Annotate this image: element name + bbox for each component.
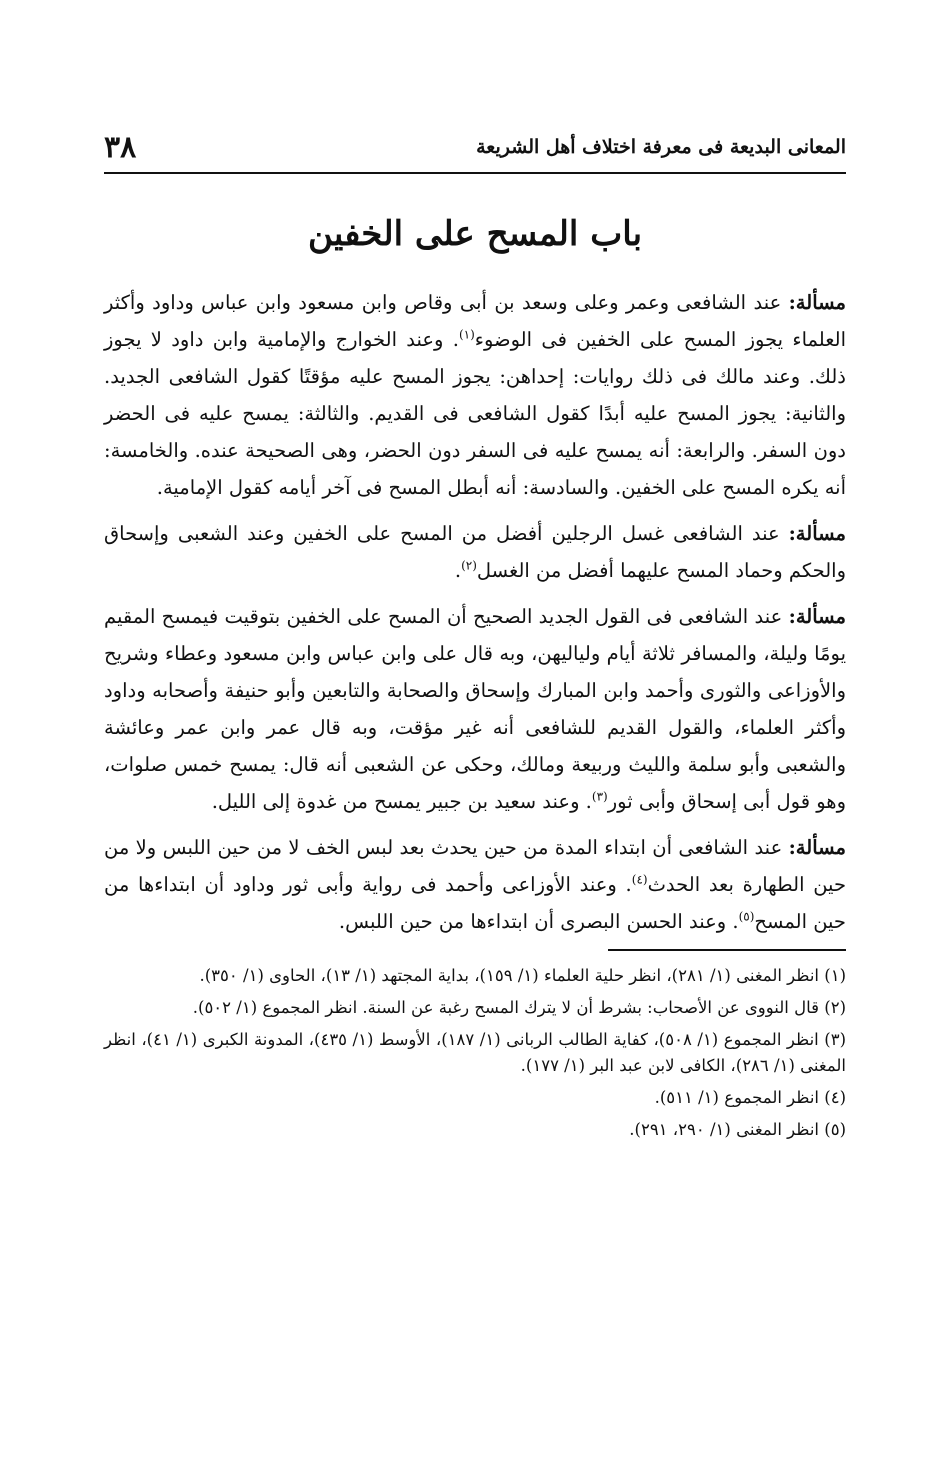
footnote: (٢) قال النووى عن الأصحاب: بشرط أن لا يترك المسح رغبة عن السنة. انظر المجموع (١/ ٥٠٢). [192, 998, 846, 1017]
issue-paragraph [104, 829, 846, 940]
issue-text: . وعند سعيد بن جبير يمسح من غدوة إلى الليل. [211, 790, 592, 813]
footnote-divider [608, 949, 846, 951]
footnote: (١) انظر المغنى (١/ ٢٨١)، انظر حلية العلماء (١/ ١٥٩)، بداية المجتهد (١/ ١٣)، الحاوى (١/ ٣٥٠). [199, 966, 846, 985]
issue-label: مسألة: [788, 522, 846, 545]
running-header [104, 128, 846, 174]
footnote: (٣) انظر المجموع (١/ ٥٠٨)، كفاية الطالب الربانى (١/ ١٨٧)، الأوسط (١/ ٤٣٥)، المدونة الكبرى (١/ ٤١)، انظر المغنى (١/ ٢٨٦)، الكافى لابن عبد البر (١/ ١٧٧). [104, 1030, 847, 1075]
issue-paragraph [104, 284, 846, 506]
footnote-reference: (٤) [631, 872, 648, 887]
issue-label: مسألة: [788, 836, 846, 859]
issue-label: مسألة: [788, 605, 847, 628]
footnotes [104, 963, 846, 1143]
issue-text: عند الشافعى فى القول الجديد الصحيح أن المسح على الخفين بتوقيت فيمسح المقيم يومًا وليلة، والمسافر ثلاثة أيام ولياليهن، وبه قال على وابن عباس وابن مسعود وعطاء وشريح والأوزاعى والثورى وأحمد وابن المبارك وإسحاق والصحابة والتابعين وأبو حنيفة وأصحابه وداود وأكثر العلماء، والقول القديم للشافعى أنه غير مؤقت، وبه قال عمر وابن عمر وعائشة والشعبى وأبو سلمة والليث وربيعة ومالك، وحكى عن الشعبى أنه قال: يمسح خمس صلوات، وهو قول أبى إسحاق وأبى ثور [104, 605, 846, 813]
footnote-reference: (٢) [461, 558, 477, 573]
running-title: المعانى البديعة فى معرفة اختلاف أهل الشريعة [476, 136, 846, 158]
page [104, 128, 846, 1149]
issue-label: مسألة: [788, 291, 846, 314]
page-number: ٣٨ [104, 130, 137, 165]
footnote: (٤) انظر المجموع (١/ ٥١١). [654, 1088, 846, 1107]
issue-text: عند الشافعى أن ابتداء المدة من حين يحدث بعد لبس الخف لا من حين اللبس ولا من حين الطهارة بعد الحدث [104, 836, 846, 896]
issue-paragraph [104, 598, 846, 820]
footnote: (٥) انظر المغنى (١/ ٢٩٠، ٢٩١). [629, 1120, 846, 1139]
issue-text: عند الشافعى غسل الرجلين أفضل من المسح على الخفين وعند الشعبى وإسحاق والحكم وحماد المسح عليهما أفضل من الغسل [104, 522, 846, 582]
footnote-reference: (١) [458, 327, 475, 342]
footnote-reference: (٥) [738, 909, 755, 924]
issue-paragraph [104, 515, 846, 589]
issue-text: عند الشافعى وعمر وعلى وسعد بن أبى وقاص وابن مسعود وابن عباس وداود وأكثر العلماء يجوز المسح على الخفين فى الوضوء [104, 291, 847, 351]
issue-text: . [454, 559, 462, 582]
issue-text: . وعند الأوزاعى وأحمد فى رواية وأبى ثور وداود أن ابتداءها من حين المسح [104, 873, 846, 933]
issue-text: . وعند الخوارج والإمامية وابن داود لا يجوز ذلك. وعند مالك فى ذلك روايات: إحداهن: يجوز المسح عليه مؤقتًا كقول الشافعى الجديد. والثانية: يجوز المسح عليه أبدًا كقول الشافعى فى القديم. والثالثة: يمسح عليه فى الحضر دون السفر. والرابعة: أنه يمسح عليه فى السفر دون الحضر، وهى الصحيحة عنده. والخامسة: أنه يكره المسح على الخفين. والسادسة: أنه أبطل المسح فى آخر أيامه كقول الإمامية. [104, 328, 846, 499]
footnote-reference: (٣) [591, 789, 608, 804]
chapter-title: باب المسح على الخفين [307, 214, 643, 254]
issue-text: . وعند الحسن البصرى أن ابتداءها من حين اللبس. [338, 910, 739, 933]
